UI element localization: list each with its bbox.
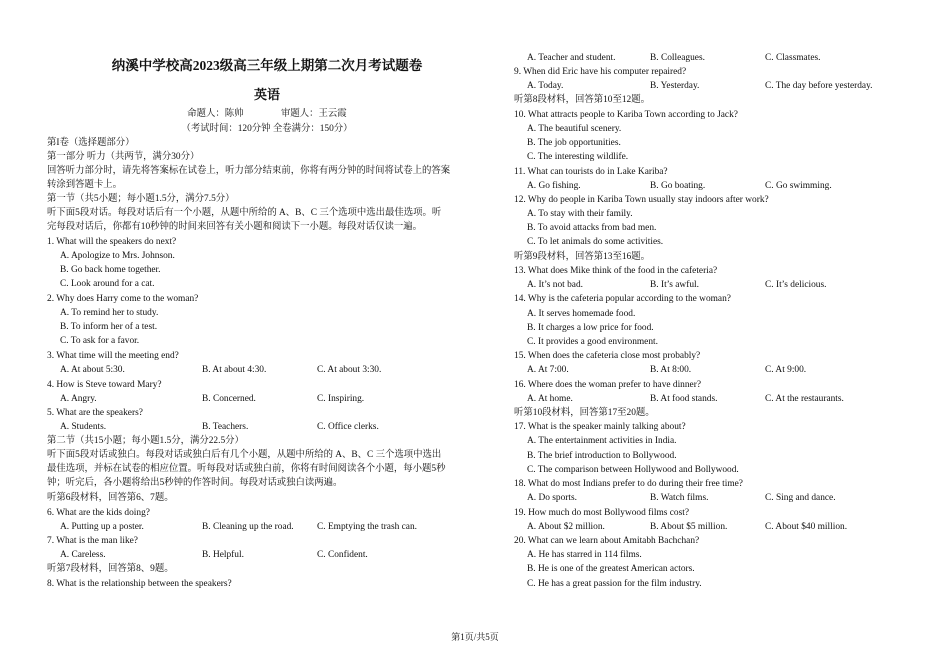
- option: B. At 8:00.: [650, 365, 692, 375]
- option: B. Colleagues.: [650, 53, 705, 63]
- option: B. The job opportunities.: [527, 138, 621, 148]
- option: B. To avoid attacks from bad men.: [527, 223, 657, 233]
- option: C. To let animals do some activities.: [527, 237, 664, 247]
- option: A. Putting up a poster.: [60, 522, 144, 532]
- material-note: 听第10段材料，回答第17至20题。: [514, 408, 655, 418]
- option: B. Watch films.: [650, 493, 709, 503]
- option: C. Confident.: [317, 550, 368, 560]
- material-note: 听第6段材料，回答第6、7题。: [47, 493, 174, 503]
- section2-heading: 第二节（共15小题；每小题1.5分，满分22.5分）: [47, 436, 244, 446]
- question-11: 11. What can tourists do in Lake Kariba?: [514, 167, 668, 177]
- option-row: [514, 492, 947, 505]
- option: A. Apologize to Mrs. Johnson.: [60, 251, 175, 261]
- option: A. Students.: [60, 422, 107, 432]
- option-row: [47, 364, 500, 377]
- option: B. Yesterday.: [650, 81, 700, 91]
- option: A. Careless.: [60, 550, 106, 560]
- question-7: 7. What is the man like?: [47, 536, 138, 546]
- part1-instruction: 转涂到答题卡上。: [47, 180, 123, 190]
- page-number: 第1页/共5页: [451, 632, 499, 642]
- option: C. Sing and dance.: [765, 493, 836, 503]
- option: A. Teacher and student.: [527, 53, 616, 63]
- option: C. The comparison between Hollywood and Bollywood.: [527, 465, 739, 475]
- option-row: [47, 521, 500, 534]
- option: C. At about 3:30.: [317, 365, 382, 375]
- option-row: [47, 393, 500, 406]
- option-row: [514, 52, 947, 65]
- question-19: 19. How much do most Bollywood films cost?: [514, 508, 689, 518]
- option-row: [47, 421, 500, 434]
- question-16: 16. Where does the woman prefer to have dinner?: [514, 380, 701, 390]
- option: C. He has a great passion for the film industry.: [527, 579, 702, 589]
- question-3: 3. What time will the meeting end?: [47, 351, 179, 361]
- authors-line: 命题人：陈帅 审题人：王云霞: [187, 109, 347, 119]
- question-20: 20. What can we learn about Amitabh Bachchan?: [514, 536, 700, 546]
- option: B. To inform her of a test.: [60, 322, 158, 332]
- part1-heading: 第一部分 听力（共两节，满分30分）: [47, 152, 200, 162]
- option: C. Inspiring.: [317, 394, 365, 404]
- subject-title: 英语: [253, 87, 280, 102]
- option-row: [514, 279, 947, 292]
- option: A. At 7:00.: [527, 365, 569, 375]
- option: A. The beautiful scenery.: [527, 124, 622, 134]
- option-row: [514, 393, 947, 406]
- exam-info: （考试时间：120分钟 全卷满分：150分）: [181, 124, 353, 134]
- option: B. Go boating.: [650, 181, 706, 191]
- option: A. Angry.: [60, 394, 97, 404]
- option: B. It’s awful.: [650, 280, 699, 290]
- material-note: 听第9段材料，回答第13至16题。: [514, 252, 650, 262]
- section2-instruction: 听下面5段对话或独白。每段对话或独白后有几个小题，从题中所给的 A、B、C 三个选项中选出: [47, 450, 442, 460]
- option: C. At 9:00.: [765, 365, 807, 375]
- option: C. It’s delicious.: [765, 280, 827, 290]
- option: C. The interesting wildlife.: [527, 152, 629, 162]
- option: B. At food stands.: [650, 394, 718, 404]
- question-1: 1. What will the speakers do next?: [47, 237, 177, 247]
- option: A. It serves homemade food.: [527, 309, 636, 319]
- option: C. Classmates.: [765, 53, 821, 63]
- question-10: 10. What attracts people to Kariba Town according to Jack?: [514, 110, 738, 120]
- question-13: 13. What does Mike think of the food in the cafeteria?: [514, 266, 718, 276]
- material-note: 听第8段材料，回答第10至12题。: [514, 95, 650, 105]
- section2-instruction: 钟；听完后，各小题将给出5秒钟的作答时间。每段对话或独白读两遍。: [47, 478, 343, 488]
- question-18: 18. What do most Indians prefer to do during their free time?: [514, 479, 743, 489]
- option: B. Helpful.: [202, 550, 244, 560]
- option: C. It provides a good environment.: [527, 337, 658, 347]
- option-row: [514, 521, 947, 534]
- question-14: 14. Why is the cafeteria popular according to the woman?: [514, 294, 731, 304]
- option: C. Look around for a cat.: [60, 279, 155, 289]
- option: B. He is one of the greatest American actors.: [527, 564, 695, 574]
- option-row: [47, 549, 500, 562]
- option: A. He has starred in 114 films.: [527, 550, 642, 560]
- question-5: 5. What are the speakers?: [47, 408, 143, 418]
- option: C. To ask for a favor.: [60, 336, 140, 346]
- option-row: [514, 364, 947, 377]
- option: A. Do sports.: [527, 493, 578, 503]
- material-note: 听第7段材料，回答第8、9题。: [47, 564, 174, 574]
- option: B. The brief introduction to Bollywood.: [527, 451, 677, 461]
- option: B. Cleaning up the road.: [202, 522, 294, 532]
- option: A. Go fishing.: [527, 181, 581, 191]
- question-6: 6. What are the kids doing?: [47, 508, 150, 518]
- question-2: 2. Why does Harry come to the woman?: [47, 294, 199, 304]
- option-row: [514, 180, 947, 193]
- option-row: [514, 80, 947, 93]
- option: B. Go back home together.: [60, 265, 161, 275]
- option: C. Go swimming.: [765, 181, 832, 191]
- question-9: 9. When did Eric have his computer repaired?: [514, 67, 687, 77]
- option: B. About $5 million.: [650, 522, 728, 532]
- page-title: 纳溪中学校高2023级高三年级上期第二次月考试题卷: [111, 58, 423, 73]
- option: C. Emptying the trash can.: [317, 522, 417, 532]
- question-4: 4. How is Steve toward Mary?: [47, 380, 162, 390]
- option: C. At the restaurants.: [765, 394, 844, 404]
- option: A. It’s not bad.: [527, 280, 583, 290]
- option: C. About $40 million.: [765, 522, 848, 532]
- option: A. To stay with their family.: [527, 209, 633, 219]
- option: A. The entertainment activities in India.: [527, 436, 677, 446]
- question-12: 12. Why do people in Kariba Town usually stay indoors after work?: [514, 195, 769, 205]
- option: C. Office clerks.: [317, 422, 379, 432]
- question-8: 8. What is the relationship between the speakers?: [47, 579, 232, 589]
- section1-instruction: 听下面5段对话。每段对话后有一个小题，从题中所给的 A、B、C 三个选项中选出最佳选项。听: [47, 208, 442, 218]
- section1-heading: 第一节（共5小题；每小题1.5分，满分7.5分）: [47, 194, 235, 204]
- option: B. Teachers.: [202, 422, 249, 432]
- volume-heading: 第I卷（选择题部分）: [47, 138, 135, 148]
- option: B. It charges a low price for food.: [527, 323, 654, 333]
- part1-instruction: 回答听力部分时，请先将答案标在试卷上，听力部分结束前，你将有两分钟的时间将试卷上的答案: [47, 166, 451, 176]
- option: C. The day before yesterday.: [765, 81, 873, 91]
- option: B. Concerned.: [202, 394, 256, 404]
- question-15: 15. When does the cafeteria close most probably?: [514, 351, 701, 361]
- option: B. At about 4:30.: [202, 365, 267, 375]
- option: A. Today.: [527, 81, 564, 91]
- question-17: 17. What is the speaker mainly talking about?: [514, 422, 686, 432]
- option: A. At about 5:30.: [60, 365, 125, 375]
- option: A. About $2 million.: [527, 522, 605, 532]
- option: A. To remind her to study.: [60, 308, 159, 318]
- section1-instruction: 完每段对话后，你都有10秒钟的时间来回答有关小题和阅读下一小题。每段对话仅读一遍。: [47, 222, 423, 232]
- option: A. At home.: [527, 394, 573, 404]
- section2-instruction: 最佳选项，并标在试卷的相应位置。听每段对话或独白前，你将有时间阅读各个小题，每小题5秒: [47, 464, 446, 474]
